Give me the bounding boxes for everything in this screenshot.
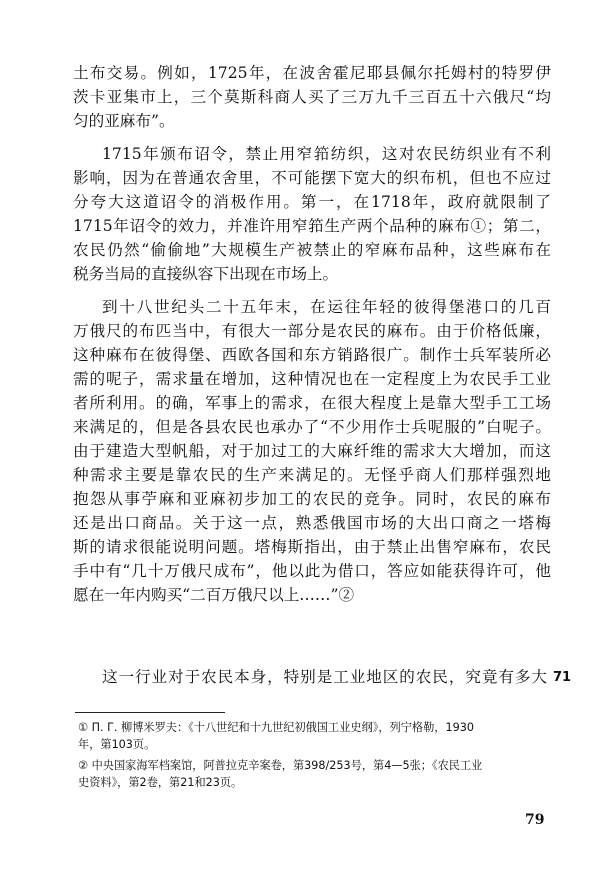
text-line: 抱怨从事苧麻和亚麻初步加工的农民的竞争。同时，农民的麻布 xyxy=(73,490,551,508)
text-line: 者所利用。的确，军事上的需求，在很大程度上是靠大型手工工场 xyxy=(73,394,551,412)
text-line: 种需求主要是靠农民的生产来满足的。无怪乎商人们那样强烈地 xyxy=(73,466,551,484)
text-line: 茨卡亚集市上，三个莫斯科商人买了三万九千三百五十六俄尺“均 xyxy=(73,88,551,106)
text-line: 土布交易。例如，1725年，在波舍霍尼耶县佩尔托姆村的特罗伊 xyxy=(73,64,551,82)
text-line: 影响，因为在普通农舍里，不可能摆下宽大的织布机，但也不应过 xyxy=(73,169,551,187)
text-line: 到十八世纪头二十五年末，在运往年轻的彼得堡港口的几百 xyxy=(102,298,551,316)
text-line: 匀的亚麻布”。 xyxy=(73,112,175,130)
footnote-line: 年，第103页。 xyxy=(78,738,156,751)
text-line: 万俄尺的布匹当中，有很大一部分是农民的麻布。由于价格低廉， xyxy=(73,322,551,340)
footnote-line: ② 中央国家海军档案馆，阿普拉克辛案卷，第398/253号，第4—5张；《农民工业 xyxy=(78,759,483,772)
text-line: 斯的请求很能说明问题。塔梅斯指出，由于禁止出售窄麻布，农民 xyxy=(73,538,551,556)
footnote-line: 史资料》，第2卷，第21和23页。 xyxy=(78,776,243,789)
text-line: 这种麻布在彼得堡、西欧各国和东方销路很广。制作士兵军装所必 xyxy=(73,346,551,364)
text-line: 由于建造大型帆船，对于加过工的大麻纤维的需求大大增加，而这 xyxy=(73,442,551,460)
side-number: 71 xyxy=(553,670,572,685)
text-line: 1715年诏令的效力，并准许用窄筘生产两个品种的麻布①；第二， xyxy=(73,217,551,235)
text-line: 手中有“几十万俄尺成布”，他以此为借口，答应如能获得许可，他 xyxy=(73,562,551,580)
text-line: 农民仍然“偷偷地”大规模生产被禁止的窄麻布品种，这些麻布在 xyxy=(73,241,551,259)
text-line: 这一行业对于农民本身，特别是工业地区的农民，究竟有多大 xyxy=(102,668,547,686)
text-line: 愿在一年内购买“二百万俄尺以上……”② xyxy=(73,586,355,604)
text-line: 还是出口商品。关于这一点，熟悉俄国市场的大出口商之一塔梅 xyxy=(73,514,551,532)
text-line: 1715年颁布诏令，禁止用窄筘纺织，这对农民纺织业有不利 xyxy=(102,145,551,163)
text-line: 分夸大这道诏令的消极作用。第一，在1718年，政府就限制了 xyxy=(73,193,551,211)
text-line: 需的呢子，需求量在增加，这种情况也在一定程度上为农民手工业 xyxy=(73,370,551,388)
page-number: 79 xyxy=(525,812,545,828)
footnote-line: ① П. Г. 柳博米罗夫：《十八世纪和十九世纪初俄国工业史纲》，列宁格勒，1930 xyxy=(78,721,474,734)
text-line: 税务当局的直接纵容下出现在市场上。 xyxy=(73,265,339,283)
footnote-rule xyxy=(75,712,225,713)
text-line: 来满足的，但是各县农民也承办了“不少用作士兵呢服的”白呢子。 xyxy=(73,418,551,436)
